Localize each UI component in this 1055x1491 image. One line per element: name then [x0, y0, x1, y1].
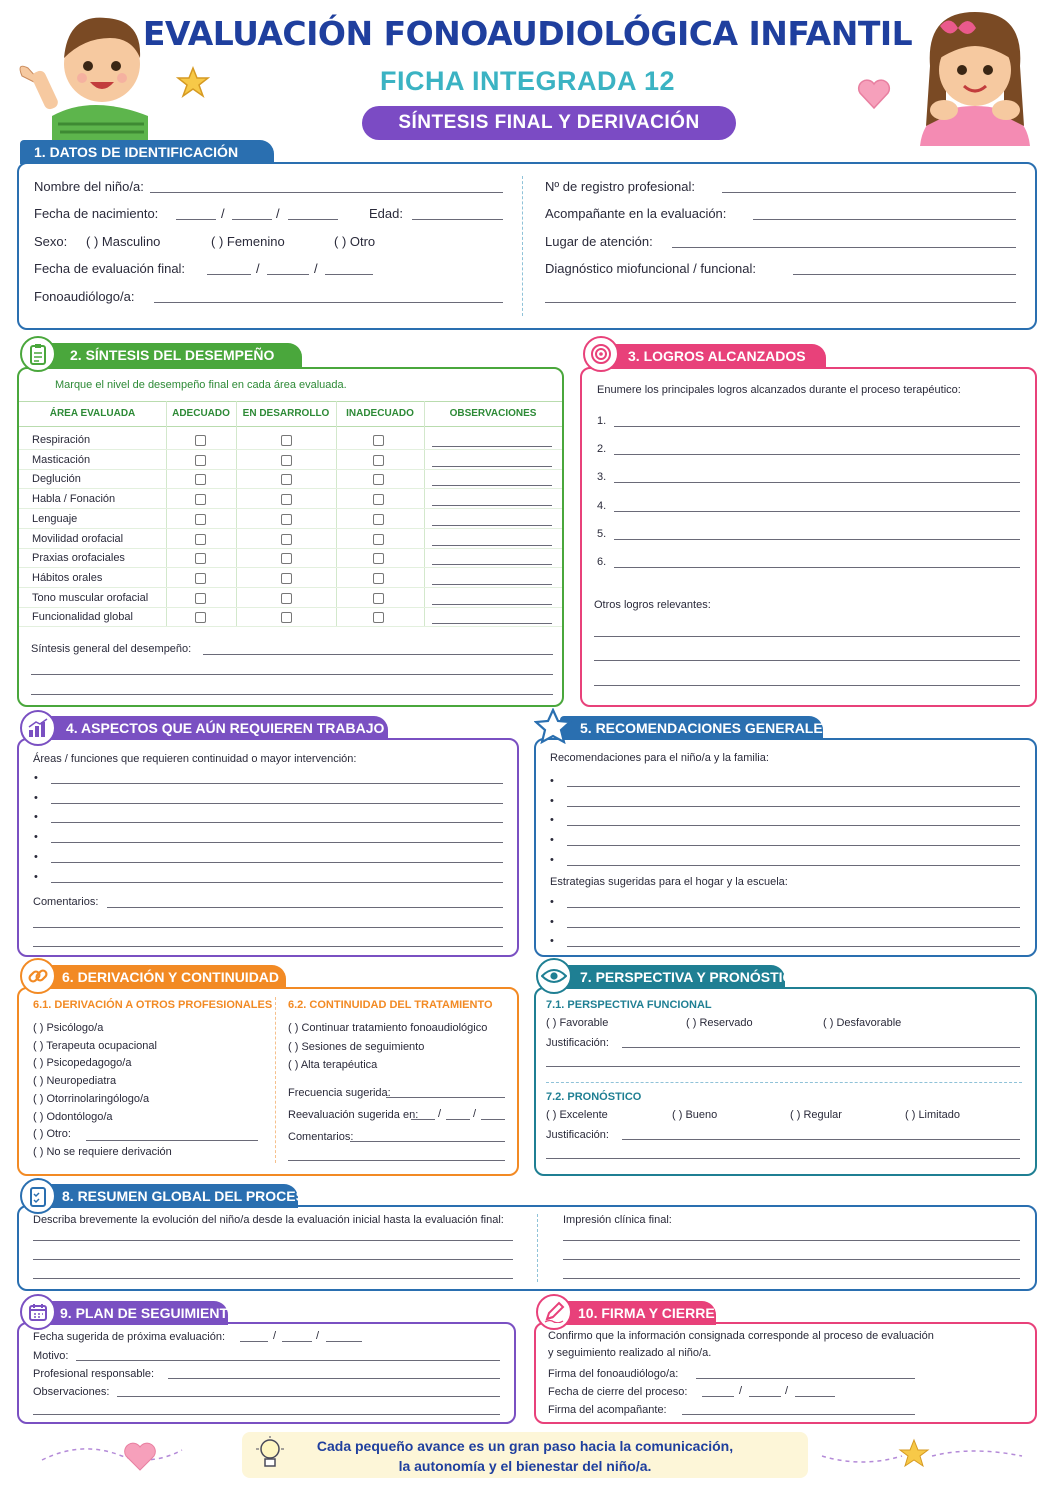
target-icon: [583, 336, 619, 372]
field-companion[interactable]: [753, 219, 1016, 220]
pending-instruction: Áreas / funciones que requieren continuidad o mayor intervención:: [33, 753, 357, 765]
label-registry: Nº de registro profesional:: [545, 179, 695, 194]
achievement-number: 1.: [597, 415, 607, 427]
label-therapist-signature: Firma del fonoaudiólogo/a:: [548, 1368, 679, 1380]
checkbox-adequate[interactable]: [195, 514, 206, 525]
field-age[interactable]: [412, 219, 503, 220]
section-pending-work: [17, 738, 519, 957]
checkbox-adequate[interactable]: [195, 435, 206, 446]
checkbox-developing[interactable]: [281, 612, 292, 623]
label-justification-2: Justificación:: [546, 1129, 609, 1141]
checkbox-developing[interactable]: [281, 455, 292, 466]
option-regular[interactable]: ( ) Regular: [790, 1109, 842, 1121]
field-recommendation[interactable]: [567, 806, 1020, 807]
star-icon: [176, 66, 210, 98]
row-divider: [19, 528, 562, 529]
checkbox-developing[interactable]: [281, 494, 292, 505]
field-birth-month[interactable]: [232, 219, 272, 220]
link-icon: [20, 958, 56, 994]
label-age: Edad:: [369, 206, 403, 221]
label-continuity-comments: Comentarios:: [288, 1131, 354, 1143]
label-next-eval: Fecha sugerida de próxima evaluación:: [33, 1331, 226, 1343]
field-observation[interactable]: [432, 485, 552, 486]
checkbox-inadequate[interactable]: [373, 435, 384, 446]
checkbox-developing[interactable]: [281, 474, 292, 485]
field-observation[interactable]: [432, 446, 552, 447]
field-therapist[interactable]: [154, 302, 503, 303]
field-next-day[interactable]: [240, 1341, 268, 1342]
field-frequency[interactable]: [386, 1097, 505, 1098]
label-clinical-impression: Impresión clínica final:: [563, 1214, 672, 1226]
col-observations: OBSERVACIONES: [449, 408, 537, 419]
option-reserved[interactable]: ( ) Reservado: [686, 1017, 753, 1029]
row-divider: [19, 607, 562, 608]
achievement-number: 2.: [597, 443, 607, 456]
field-evolution-3[interactable]: [33, 1278, 513, 1279]
referral-option[interactable]: ( ) Odontólogo/a: [33, 1110, 113, 1123]
field-companion-signature[interactable]: [682, 1414, 915, 1415]
row-divider: [19, 626, 562, 627]
section-8-tab: 8. RESUMEN GLOBAL DEL PROCESO: [44, 1184, 298, 1208]
section-5-tab: 5. RECOMENDACIONES GENERALES: [560, 716, 823, 740]
field-justification-1[interactable]: [622, 1047, 1020, 1048]
checkbox-inadequate[interactable]: [373, 455, 384, 466]
performance-area: Movilidad orofacial: [32, 532, 124, 545]
field-recommendation[interactable]: [567, 865, 1020, 866]
checkbox-adequate[interactable]: [195, 455, 206, 466]
checkbox-inadequate[interactable]: [373, 514, 384, 525]
checkbox-developing[interactable]: [281, 435, 292, 446]
label-companion-signature: Firma del acompañante:: [548, 1404, 667, 1416]
field-continuity-comments-2[interactable]: [288, 1160, 505, 1161]
heart-decoration: [40, 1440, 240, 1472]
referral-option[interactable]: ( ) No se requiere derivación: [33, 1145, 172, 1158]
performance-area: Respiración: [32, 434, 91, 446]
field-recommendation[interactable]: [567, 786, 1020, 787]
row-divider: [19, 508, 562, 509]
label-evolution: Describa brevemente la evolución del niño/a desde la evaluación inicial hasta la evaluación final:: [33, 1214, 504, 1226]
label-observations: Observaciones:: [33, 1386, 110, 1398]
label-reason: Motivo:: [33, 1350, 69, 1362]
field-strategy[interactable]: [567, 927, 1020, 928]
heart-icon: [856, 78, 892, 110]
label-other-achievements: Otros logros relevantes:: [594, 599, 711, 611]
girl-illustration: [900, 6, 1050, 154]
field-strategy[interactable]: [567, 946, 1020, 947]
field-birth-day[interactable]: [176, 219, 216, 220]
checklist-icon: [20, 1178, 56, 1214]
label-responsible: Profesional responsable:: [33, 1368, 155, 1380]
field-comments-2[interactable]: [33, 927, 503, 928]
referral-option[interactable]: ( ) Terapeuta ocupacional: [33, 1039, 157, 1052]
performance-area: Masticación: [32, 453, 91, 466]
col-developing: EN DESARROLLO: [242, 408, 330, 419]
field-recommendation[interactable]: [567, 825, 1020, 826]
section-3-tab: 3. LOGROS ALCANZADOS: [604, 344, 826, 368]
field-observation[interactable]: [432, 545, 552, 546]
checkbox-inadequate[interactable]: [373, 534, 384, 545]
option-male[interactable]: ( ) Masculino: [86, 234, 161, 249]
checkbox-adequate[interactable]: [195, 494, 206, 505]
col-inadequate: INADECUADO: [346, 408, 414, 419]
field-pending-area[interactable]: [51, 822, 503, 823]
row-divider: [19, 469, 562, 470]
lightbulb-icon: [256, 1436, 284, 1472]
field-evolution-1[interactable]: [33, 1240, 513, 1241]
page-subtitle: FICHA INTEGRADA 12: [379, 66, 676, 96]
field-performance-summary-3[interactable]: [31, 694, 553, 695]
label-frequency: Frecuencia sugerida:: [288, 1087, 391, 1099]
col-adequate: ADECUADO: [172, 408, 230, 419]
bullet: •: [550, 814, 554, 827]
section-1-tab: 1. DATOS DE IDENTIFICACIÓN: [20, 140, 274, 164]
referral-option[interactable]: ( ) Psicólogo/a: [33, 1022, 104, 1034]
referral-option[interactable]: ( ) Otro:: [33, 1128, 71, 1141]
field-diagnosis[interactable]: [793, 274, 1016, 275]
field-achievement[interactable]: [614, 539, 1020, 540]
field-recommendation[interactable]: [567, 845, 1020, 846]
achievement-number: 5.: [597, 527, 607, 540]
field-other-referral[interactable]: [86, 1140, 258, 1141]
checkbox-developing[interactable]: [281, 553, 292, 564]
col-area: ÁREA EVALUADA: [49, 408, 136, 419]
field-pending-area[interactable]: [51, 842, 503, 843]
field-reeval-month[interactable]: [446, 1119, 470, 1120]
option-excellent[interactable]: ( ) Excelente: [546, 1109, 608, 1121]
bullet: •: [550, 834, 554, 847]
field-pending-area[interactable]: [51, 803, 503, 804]
checkbox-developing[interactable]: [281, 573, 292, 584]
footer-message: [242, 1432, 808, 1478]
checkbox-adequate[interactable]: [195, 553, 206, 564]
continuity-option[interactable]: ( ) Sesiones de seguimiento: [288, 1040, 425, 1053]
referral-heading: 6.1. DERIVACIÓN A OTROS PROFESIONALES: [33, 999, 273, 1011]
bullet: •: [550, 896, 554, 908]
field-place[interactable]: [672, 247, 1016, 248]
checkbox-adequate[interactable]: [195, 474, 206, 485]
pen-icon: [536, 1294, 572, 1330]
checkbox-developing[interactable]: [281, 534, 292, 545]
checkbox-adequate[interactable]: [195, 534, 206, 545]
checkbox-developing[interactable]: [281, 593, 292, 604]
page-title: EVALUACIÓN FONOAUDIOLÓGICA INFANTIL: [142, 14, 913, 53]
field-comments-3[interactable]: [33, 946, 503, 947]
field-child-name[interactable]: [150, 192, 503, 193]
field-responsible[interactable]: [168, 1378, 500, 1379]
section-achievements: [580, 367, 1037, 707]
bullet: •: [550, 935, 554, 948]
field-pending-area[interactable]: [51, 882, 503, 883]
bullet: •: [34, 870, 38, 883]
confirm-text-1: Confirmo que la información consignada corresponde al proceso de evaluación: [548, 1330, 934, 1342]
row-divider: [19, 567, 562, 568]
slash: /: [256, 261, 260, 276]
field-observation[interactable]: [432, 564, 552, 565]
field-observation[interactable]: [432, 604, 552, 605]
option-unfavorable[interactable]: ( ) Desfavorable: [823, 1017, 902, 1029]
functional-perspective-heading: 7.1. PERSPECTIVA FUNCIONAL: [546, 999, 712, 1011]
field-impression-3[interactable]: [563, 1278, 1020, 1279]
star-outline-icon: [534, 708, 572, 749]
label-eval-date: Fecha de evaluación final:: [34, 261, 186, 276]
field-achievement[interactable]: [614, 454, 1020, 455]
label-companion: Acompañante en la evaluación:: [545, 206, 727, 221]
field-achievement[interactable]: [614, 482, 1020, 483]
referral-option[interactable]: ( ) Neuropediatra: [33, 1075, 117, 1088]
field-close-year[interactable]: [795, 1396, 835, 1397]
achievement-number: 6.: [597, 556, 607, 568]
option-other[interactable]: ( ) Otro: [334, 234, 376, 249]
footer-line-1: Cada pequeño avance es un gran paso hacia la comunicación,: [316, 1438, 734, 1454]
continuity-option[interactable]: ( ) Continuar tratamiento fonoaudiológico: [288, 1022, 488, 1034]
calendar-icon: [20, 1294, 56, 1330]
confirm-text-2: y seguimiento realizado al niño/a.: [548, 1347, 712, 1359]
field-observation[interactable]: [432, 623, 552, 624]
field-achievement[interactable]: [614, 567, 1020, 568]
slash: /: [739, 1385, 743, 1397]
field-close-day[interactable]: [702, 1396, 734, 1397]
row-divider: [19, 587, 562, 588]
continuity-heading: 6.2. CONTINUIDAD DEL TRATAMIENTO: [288, 999, 493, 1011]
checkbox-inadequate[interactable]: [373, 474, 384, 485]
field-performance-summary-2[interactable]: [31, 674, 553, 675]
continuity-option[interactable]: ( ) Alta terapéutica: [288, 1059, 378, 1071]
performance-area: Tono muscular orofacial: [32, 591, 149, 604]
field-performance-summary[interactable]: [203, 654, 553, 655]
option-good[interactable]: ( ) Bueno: [672, 1109, 718, 1121]
field-other-3[interactable]: [594, 685, 1020, 686]
label-diagnosis: Diagnóstico miofuncional / funcional:: [545, 261, 757, 276]
field-eval-month[interactable]: [267, 274, 309, 275]
boy-illustration: [12, 6, 162, 144]
section-identification: [17, 162, 1037, 330]
field-diagnosis-extra[interactable]: [545, 302, 1016, 303]
label-reevaluation: Reevaluación sugerida en:: [288, 1109, 419, 1121]
referral-option[interactable]: ( ) Psicopedagogo/a: [33, 1057, 132, 1070]
field-reeval-day[interactable]: [411, 1119, 435, 1120]
bullet: •: [550, 853, 554, 866]
field-comments[interactable]: [107, 907, 503, 908]
checkbox-adequate[interactable]: [195, 612, 206, 623]
label-birth-date: Fecha de nacimiento:: [34, 206, 159, 221]
clipboard-icon: [20, 336, 56, 372]
checkbox-inadequate[interactable]: [373, 553, 384, 564]
field-pending-area[interactable]: [51, 783, 503, 784]
field-reeval-year[interactable]: [481, 1119, 505, 1120]
section-2-tab: 2. SÍNTESIS DEL DESEMPEÑO: [44, 343, 302, 367]
slash: /: [316, 1330, 320, 1342]
field-impression-2[interactable]: [563, 1259, 1020, 1260]
slash: /: [785, 1385, 789, 1397]
section-10-tab: 10. FIRMA Y CIERRE: [560, 1301, 716, 1325]
performance-area: Praxias orofaciales: [32, 552, 125, 565]
field-birth-year[interactable]: [288, 219, 338, 220]
star-decoration: [820, 1438, 1030, 1472]
bullet: •: [34, 791, 38, 804]
field-therapist-signature[interactable]: [696, 1378, 915, 1379]
field-impression-1[interactable]: [563, 1240, 1020, 1241]
field-justification-1b[interactable]: [546, 1066, 1020, 1067]
checkbox-inadequate[interactable]: [373, 494, 384, 505]
bar-chart-icon: [20, 710, 56, 746]
slash: /: [273, 1330, 277, 1342]
field-other-2[interactable]: [594, 660, 1020, 661]
field-eval-year[interactable]: [325, 274, 373, 275]
performance-area: Habla / Fonación: [32, 493, 116, 506]
label-performance-summary: Síntesis general del desempeño:: [31, 643, 192, 655]
section-pill: SÍNTESIS FINAL Y DERIVACIÓN: [362, 106, 736, 140]
achievement-number: 4.: [597, 499, 607, 512]
checkbox-adequate[interactable]: [195, 573, 206, 584]
field-observation[interactable]: [432, 466, 552, 467]
slash: /: [314, 261, 318, 276]
field-observation[interactable]: [432, 505, 552, 506]
performance-area: Hábitos orales: [32, 571, 103, 584]
slash: /: [276, 206, 280, 221]
section-7-tab: 7. PERSPECTIVA Y PRONÓSTICO: [560, 965, 785, 989]
section-4-tab: 4. ASPECTOS QUE AÚN REQUIEREN TRABAJO: [44, 716, 388, 740]
option-female[interactable]: ( ) Femenino: [211, 234, 285, 249]
checkbox-inadequate[interactable]: [373, 573, 384, 584]
achievements-instruction: Enumere los principales logros alcanzados durante el proceso terapéutico:: [597, 384, 961, 396]
field-observations[interactable]: [117, 1396, 500, 1397]
footer-line-2: la autonomía y el bienestar del niño/a.: [398, 1458, 652, 1474]
prognosis-heading: 7.2. PRONÓSTICO: [546, 1091, 642, 1103]
section-recommendations: [534, 738, 1037, 957]
section-9-tab: 9. PLAN DE SEGUIMIENTO: [44, 1301, 228, 1325]
field-observation[interactable]: [432, 525, 552, 526]
label-closing-date: Fecha de cierre del proceso:: [548, 1386, 688, 1398]
bullet: •: [34, 850, 38, 863]
field-close-month[interactable]: [749, 1396, 781, 1397]
field-observations-2[interactable]: [33, 1414, 500, 1415]
field-observation[interactable]: [432, 584, 552, 585]
achievement-number: 3.: [597, 471, 607, 484]
label-family-recommendations: Recomendaciones para el niño/a y la familia:: [550, 752, 769, 764]
checkbox-inadequate[interactable]: [373, 593, 384, 604]
field-other-1[interactable]: [594, 636, 1020, 637]
option-limited[interactable]: ( ) Limitado: [905, 1109, 961, 1121]
slash: /: [221, 206, 225, 221]
slash: /: [473, 1108, 477, 1120]
bullet: •: [550, 775, 554, 787]
field-justification-2b[interactable]: [546, 1158, 1020, 1159]
field-registry[interactable]: [722, 192, 1016, 193]
referral-option[interactable]: ( ) Otorrinolaringólogo/a: [33, 1092, 150, 1105]
bullet: •: [550, 915, 554, 928]
field-achievement[interactable]: [614, 511, 1020, 512]
label-sex: Sexo:: [34, 234, 68, 249]
label-therapist: Fonoaudiólogo/a:: [34, 289, 135, 304]
checkbox-developing[interactable]: [281, 514, 292, 525]
option-favorable[interactable]: ( ) Favorable: [546, 1017, 609, 1029]
field-reason[interactable]: [76, 1360, 500, 1361]
checkbox-inadequate[interactable]: [373, 612, 384, 623]
label-place: Lugar de atención:: [545, 234, 653, 249]
performance-instruction: Marque el nivel de desempeño final en cada área evaluada.: [55, 379, 347, 391]
performance-area: Deglución: [32, 473, 81, 486]
row-divider: [19, 488, 562, 489]
field-pending-area[interactable]: [51, 862, 503, 863]
field-evolution-2[interactable]: [33, 1259, 513, 1260]
label-child-name: Nombre del niño/a:: [34, 179, 144, 194]
bullet: •: [34, 831, 38, 844]
slash: /: [438, 1108, 442, 1120]
label-justification-1: Justificación:: [546, 1037, 609, 1049]
field-next-year[interactable]: [326, 1341, 362, 1342]
field-continuity-comments[interactable]: [350, 1141, 505, 1142]
performance-area: Funcionalidad global: [32, 611, 133, 624]
label-strategies: Estrategias sugeridas para el hogar y la escuela:: [550, 876, 788, 888]
label-comments: Comentarios:: [33, 896, 99, 908]
field-next-month[interactable]: [282, 1341, 312, 1342]
performance-area: Lenguaje: [32, 512, 78, 525]
row-divider: [19, 548, 562, 549]
field-strategy[interactable]: [567, 907, 1020, 908]
row-divider: [19, 449, 562, 450]
eye-icon: [536, 958, 572, 994]
bullet: •: [34, 772, 38, 784]
section-6-tab: 6. DERIVACIÓN Y CONTINUIDAD: [44, 965, 286, 989]
checkbox-adequate[interactable]: [195, 593, 206, 604]
field-justification-2[interactable]: [622, 1139, 1020, 1140]
bullet: •: [34, 811, 38, 824]
field-achievement[interactable]: [614, 426, 1020, 427]
field-eval-day[interactable]: [207, 274, 251, 275]
bullet: •: [550, 794, 554, 807]
